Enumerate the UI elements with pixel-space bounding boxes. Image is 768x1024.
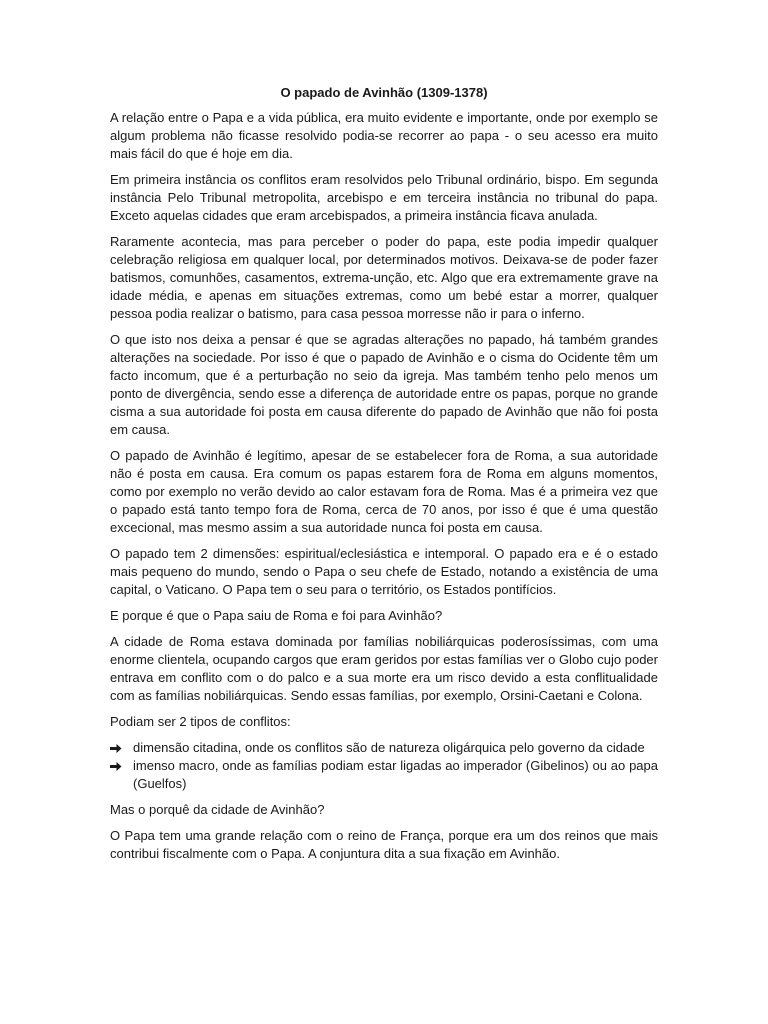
list-item xyxy=(110,757,658,793)
list-item-text: imenso macro, onde as famílias podiam estar ligadas ao imperador (Gibelinos) ou ao papa (Guelfos) xyxy=(133,758,658,791)
paragraph-instancias: Em primeira instância os conflitos eram resolvidos pelo Tribunal ordinário, bispo. Em segunda instância Pelo Tribunal metropolita, arcebispo e em terceira instância no tribunal do papa. Exceto aquelas cidades que eram arcebispados, a primeira instância ficava anulada. xyxy=(110,172,658,223)
conflict-list xyxy=(110,739,658,793)
paragraph-poder-papa: Raramente acontecia, mas para perceber o poder do papa, este podia impedir qualquer celebração religiosa em qualquer local, por determinados motivos. Deixava-se de poder fazer batismos, comunhões, casamentos, extrema-unção, etc. Algo que era extremamente grave na idade média, e apenas em situações extremas, como um bebé estar a morrer, qualquer pessoa podia realizar o batismo, para casa pessoa morresse não ir para o inferno. xyxy=(110,234,658,321)
paragraph-tipos-conflitos: Podiam ser 2 tipos de conflitos: xyxy=(110,714,291,729)
paragraph-alteracoes-papado: O que isto nos deixa a pensar é que se agradas alterações no papado, há também grandes alterações na sociedade. Por isso é que o papado de Avinhão e o cisma do Ocidente têm um facto incomum, que é a perturbação no seio da igreja. Mas também tenho pelo menos um ponto de divergência, sendo esse a diferença de autoridade entre os papas, porque no grande cisma a sua autoridade foi posta em causa diferente do papado de Avinhão que não foi posta em causa. xyxy=(110,332,658,437)
document-title: O papado de Avinhão (1309-1378) xyxy=(280,85,488,100)
paragraph-relacao-franca: O Papa tem uma grande relação com o reino de França, porque era um dos reinos que mais contribui fiscalmente com o Papa. A conjuntura dita a sua fixação em Avinhão. xyxy=(110,828,658,861)
paragraph-familias-roma: A cidade de Roma estava dominada por famílias nobiliárquicas poderosíssimas, com uma enorme clientela, ocupando cargos que eram geridos por estas famílias ver o Globo cujo poder entrava em conflito com o do palco e a sua morte era um risco devido a esta conflitualidade com as famílias nobiliárquicas. Sendo essas famílias, por exemplo, Orsini-Caetani e Colona. xyxy=(110,634,658,703)
paragraph-pergunta-avinhao: Mas o porquê da cidade de Avinhão? xyxy=(110,802,325,817)
arrow-right-icon xyxy=(110,743,122,754)
list-item xyxy=(110,739,658,757)
arrow-right-icon xyxy=(110,761,122,772)
paragraph-relacao-papa: A relação entre o Papa e a vida pública, era muito evidente e importante, onde por exemplo se algum problema não ficasse resolvido podia-se recorrer ao papa - o seu acesso era muito mais fácil do que é hoje em dia. xyxy=(110,110,658,161)
paragraph-dimensoes: O papado tem 2 dimensões: espiritual/eclesiástica e intemporal. O papado era e é o estado mais pequeno do mundo, sendo o Papa o seu chefe de Estado, notando a existência de uma capital, o Vaticano. O Papa tem o seu para o território, os Estados pontifícios. xyxy=(110,546,658,597)
paragraph-pergunta-roma: E porque é que o Papa saiu de Roma e foi para Avinhão? xyxy=(110,608,443,623)
list-item-text: dimensão citadina, onde os conflitos são de natureza oligárquica pelo governo da cidade xyxy=(133,740,645,755)
paragraph-papado-legitimo: O papado de Avinhão é legítimo, apesar de se estabelecer fora de Roma, a sua autoridade não é posta em causa. Era comum os papas estarem fora de Roma em alguns momentos, como por exemplo no verão devido ao calor estavam fora de Roma. Mas é a primeira vez que o papado está tanto tempo fora de Roma, cerca de 70 anos, por isso é que é uma questão excecional, mas mesmo assim a sua autoridade nunca foi posta em causa. xyxy=(110,448,658,535)
